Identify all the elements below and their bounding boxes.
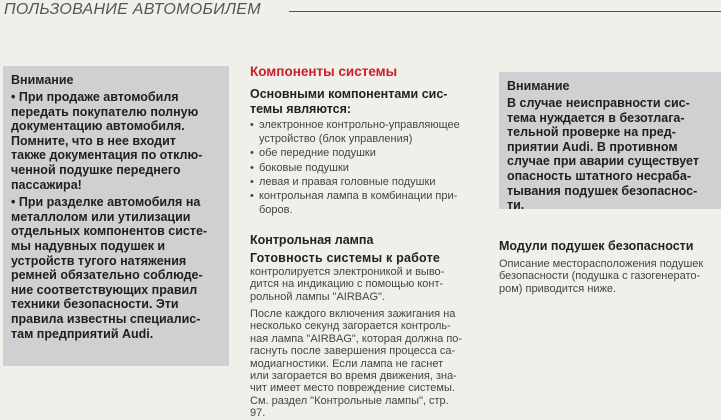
components-list	[250, 118, 483, 217]
list-item: • контрольная лампа в комбинации при- боров.	[250, 189, 483, 217]
readiness-lead: Готовность системы к работе	[250, 251, 441, 266]
section-title: ПОЛЬЗОВАНИЕ АВТОМОБИЛЕМ	[4, 1, 261, 18]
components-heading: Компоненты системы	[250, 64, 398, 79]
list-item: • обе передние подушки	[250, 146, 483, 160]
readiness-text: контролируется электроникой и выво- дится на индикацию с помощью конт- рольной лампы "AIRBAG".	[250, 265, 445, 303]
list-item: • электронное контрольно-управляющее устройство (блок управления)	[250, 118, 483, 146]
control-lamp-paragraph-1	[250, 252, 483, 303]
airbag-modules-text: Описание месторасположения подушек безопасности (подушка с газогенерато- ром) приводится ниже.	[499, 258, 704, 295]
warning-text: В случае неисправности сис- тема нуждается в безотлага- тельной проверке на пред- приятии Audi. В противном случае при аварии существует опасность штатного несраба- тывания подушек безопаснос- ти.	[507, 96, 699, 213]
warning-box-left	[3, 66, 229, 366]
components-subtitle: Основными компонентами сис- темы являются:	[250, 87, 448, 116]
warning-title: Внимание	[507, 79, 570, 93]
header-divider	[289, 11, 721, 12]
airbag-modules-heading: Модули подушек безопасности	[499, 239, 694, 253]
control-lamp-heading: Контрольная лампа	[250, 233, 374, 248]
list-item: • левая и правая головные подушки	[250, 175, 483, 189]
warning-title: Внимание	[11, 73, 74, 87]
warning-box-right	[499, 72, 721, 213]
right-column	[499, 239, 721, 295]
warning-paragraph-sale: • При продаже автомобиля передать покупателю полную документацию автомобиля. Помните, что в нее входит также документация по отклю- ченной подушке переднего пассажира!	[11, 90, 203, 192]
warning-paragraph-scrap: • При разделке автомобиля на металлолом или утилизации отдельных компонентов систе- мы надувных подушек и устройств тугого натяжения ремней обязательно соблюде- ние соответствующих правил техники безопасности. Эти правила известны специалис- там предприятий Audi.	[11, 195, 208, 341]
control-lamp-paragraph-2: После каждого включения зажигания на несколько секунд загорается контроль- ная лампа "AIRBAG", которая должна по- гаснуть после завершения процесса са- модиагностики. Если лампа не гаснет или загорается во время движения, зна- чит имеет место повреждение системы. См. раздел "Контрольные лампы", стр. 97.	[250, 308, 463, 420]
middle-column	[250, 64, 483, 420]
page-header	[0, 0, 721, 26]
list-item: • боковые подушки	[250, 161, 483, 175]
